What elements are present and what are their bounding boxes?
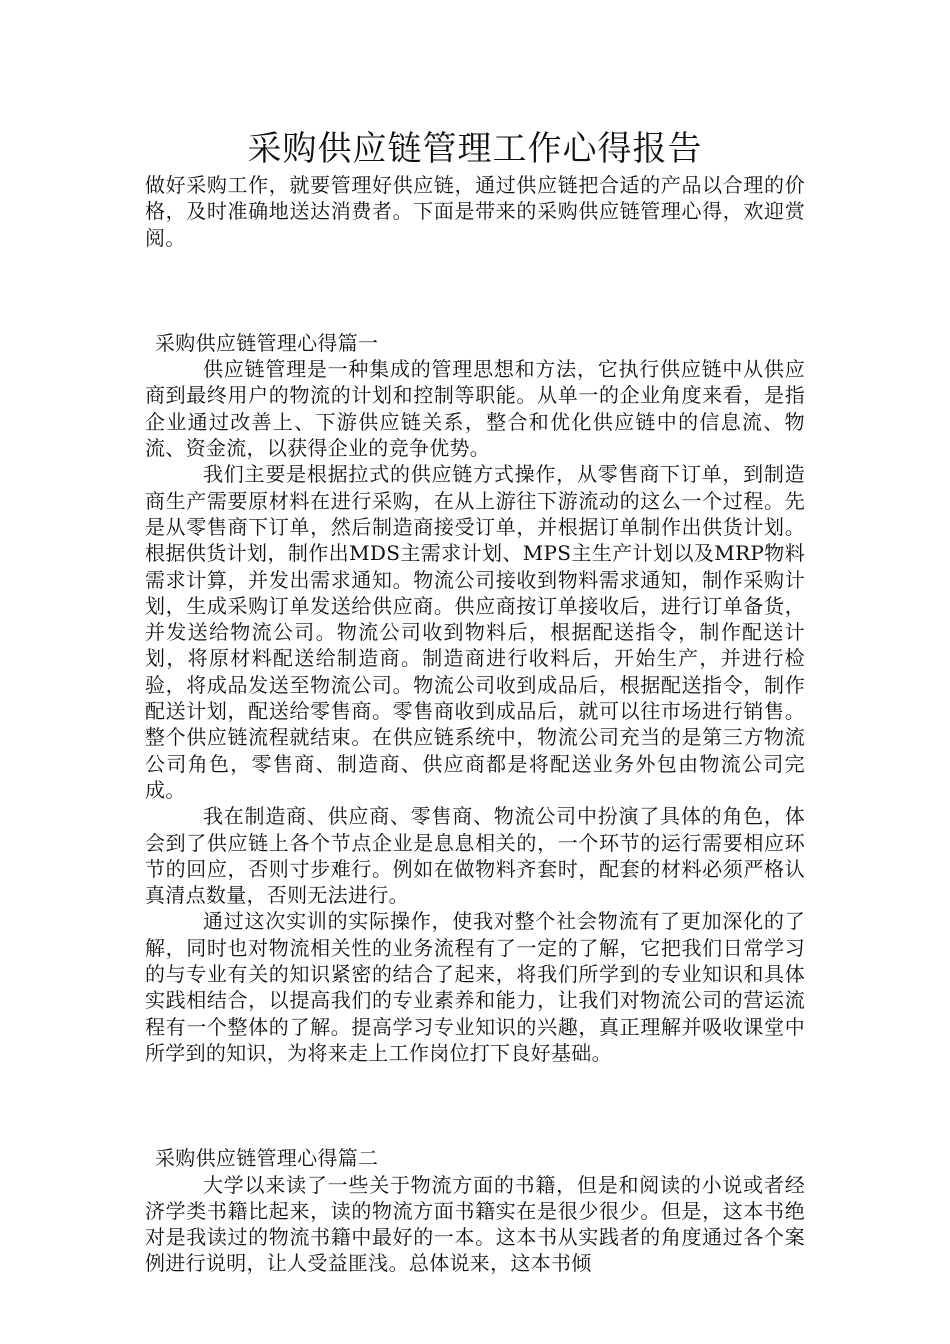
section-2-paragraph: 大学以来读了一些关于物流方面的书籍，但是和阅读的小说或者经济学类书籍比起来，读的物流方面书籍实在是很少很少。但是，这本书绝对是我读过的物流书籍中最好的一本。这本书从实践者的角度通过各个案例进行说明，让人受益匪浅。总体说来，这本书倾 [145,1172,805,1276]
section-heading-1: 采购供应链管理心得篇一 [155,330,379,355]
section-heading-2: 采购供应链管理心得篇二 [155,1146,379,1171]
page-title: 采购供应链管理工作心得报告 [247,129,703,169]
intro-paragraph: 做好采购工作，就要管理好供应链，通过供应链把合适的产品以合理的价格，及时准确地送达消费者。下面是带来的采购供应链管理心得，欢迎赏阅。 [145,173,805,250]
document-body [145,172,805,1277]
section-1-paragraph: 我们主要是根据拉式的供应链方式操作，从零售商下订单，到制造商生产需要原材料在进行采购，在从上游往下游流动的这么一个过程。先是从零售商下订单，然后制造商接受订单，并根据订单制作出供货计划。根据供货计划，制作出MDS主需求计划、MPS主生产计划以及MRP物料需求计算，并发出需求通知。物流公司接收到物料需求通知，制作采购计划，生成采购订单发送给供应商。供应商按订单接收后，进行订单备货，并发送给物流公司。物流公司收到物料后，根据配送指令，制作配送计划，将原材料配送给制造商。制造商进行收料后，开始生产，并进行检验，将成品发送至物流公司。物流公司收到成品后，根据配送指令，制作配送计划，配送给零售商。零售商收到成品后，就可以往市场进行销售。整个供应链流程就结束。在供应链系统中，物流公司充当的是第三方物流公司角色，零售商、制造商、供应商都是将配送业务外包由物流公司完成。 [145,462,805,802]
section-1-paragraph: 供应链管理是一种集成的管理思想和方法，它执行供应链中从供应商到最终用户的物流的计划和控制等职能。从单一的企业角度来看，是指企业通过改善上、下游供应链关系，整合和优化供应链中的信息流、物流、资金流，以获得企业的竞争优势。 [145,357,805,461]
section-1-paragraph: 通过这次实训的实际操作，使我对整个社会物流有了更加深化的了解，同时也对物流相关性的业务流程有了一定的了解，它把我们日常学习的与专业有关的知识紧密的结合了起来，将我们所学到的专业知识和具体实践相结合，以提高我们的专业素养和能力，让我们对物流公司的营运流程有一个整体的了解。提高学习专业知识的兴趣，真正理解并吸收课堂中所学到的知识，为将来走上工作岗位打下良好基础。 [145,909,805,1065]
section-1-paragraph: 我在制造商、供应商、零售商、物流公司中扮演了具体的角色，体会到了供应链上各个节点企业是息息相关的，一个环节的运行需要相应环节的回应，否则寸步难行。例如在做物料齐套时，配套的材料必须严格认真清点数量，否则无法进行。 [145,804,805,908]
